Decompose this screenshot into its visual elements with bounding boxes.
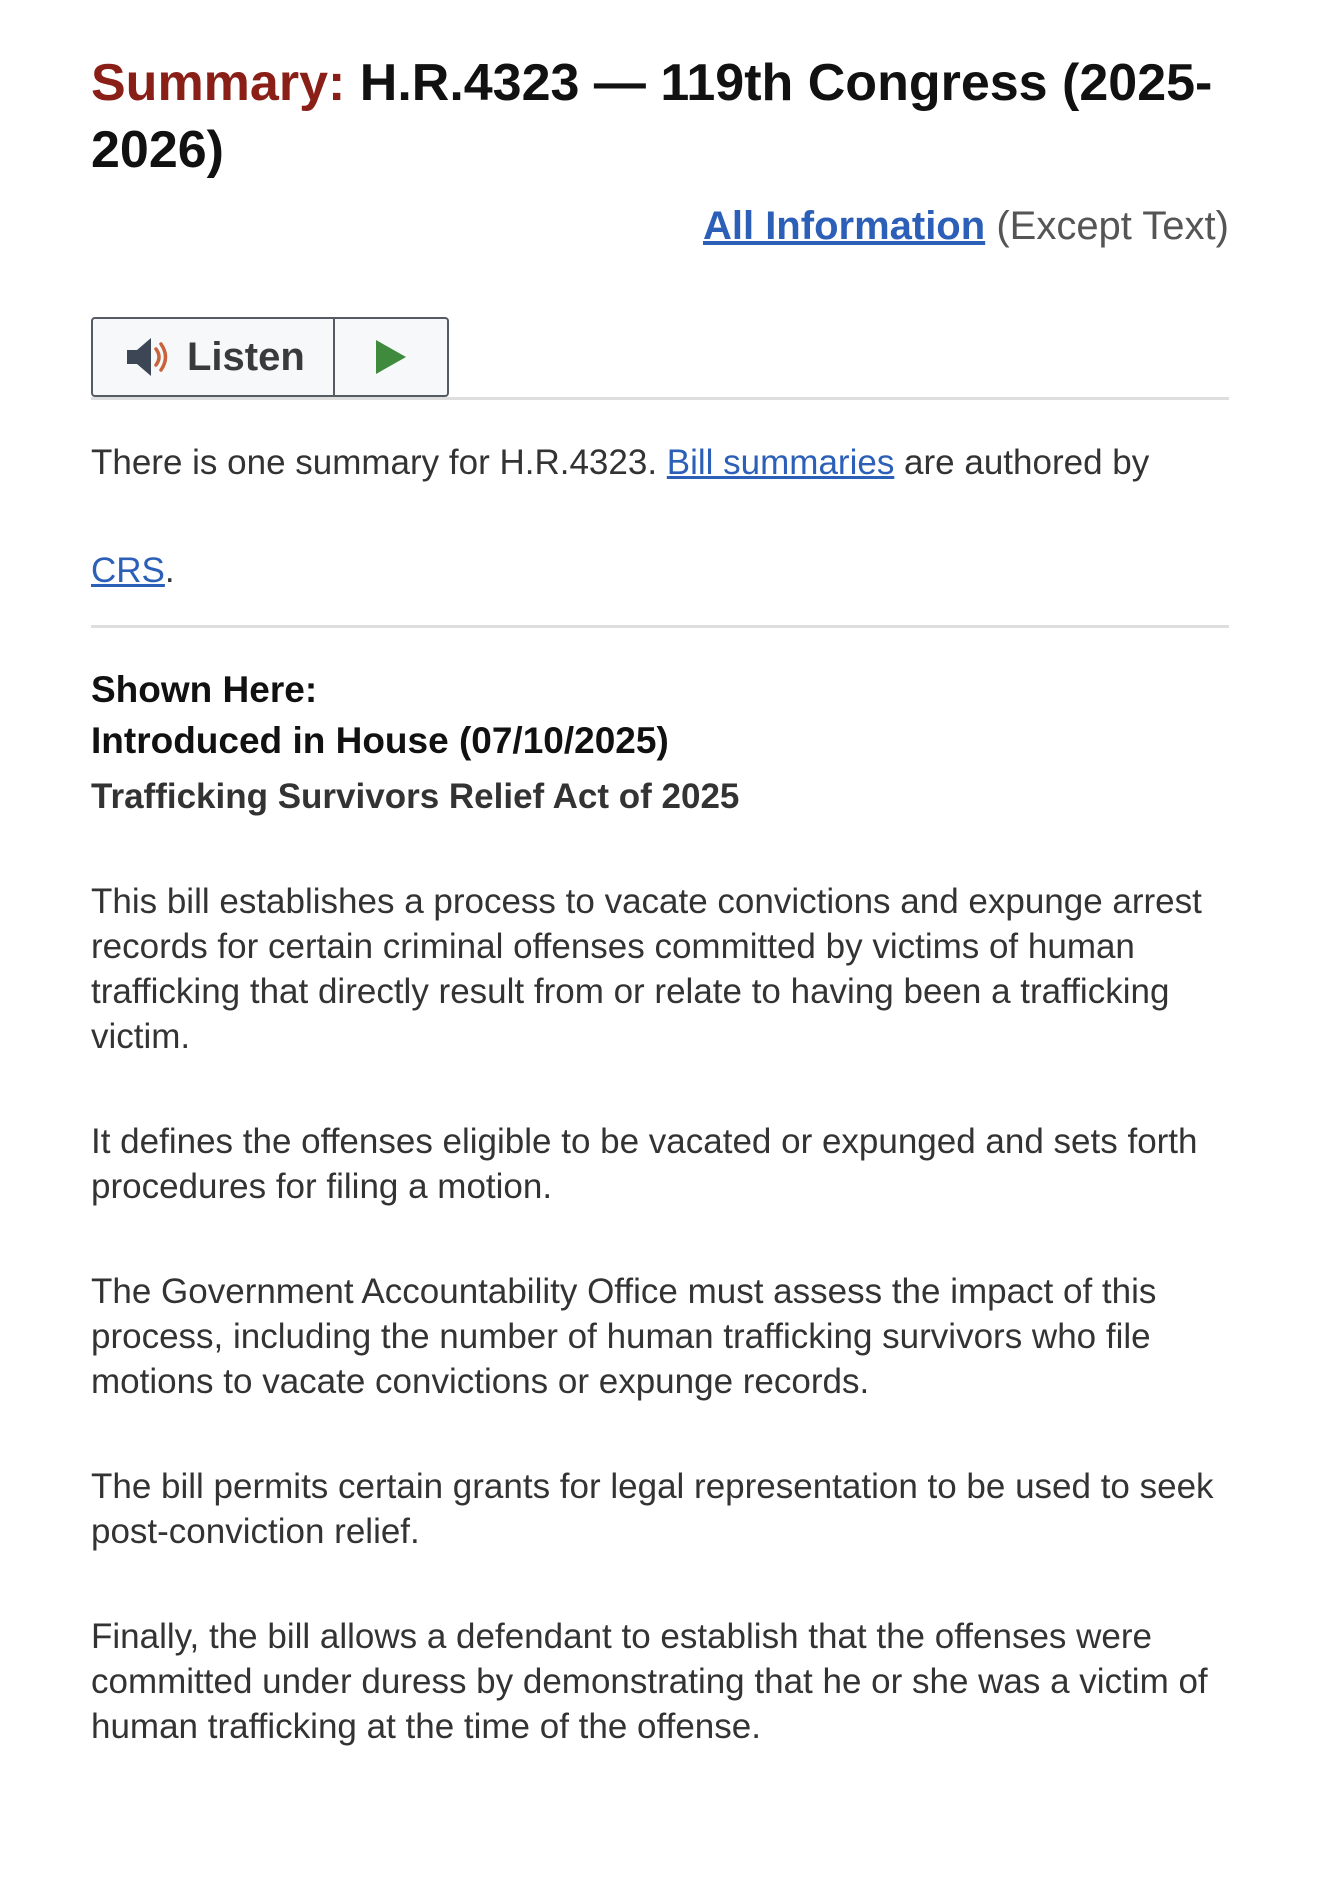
intro-text: There is one summary for H.R.4323. (91, 443, 667, 482)
all-information-link[interactable]: All Information (702, 204, 986, 248)
shown-here-label: Shown Here: (91, 669, 318, 710)
all-information-line (91, 201, 1229, 251)
speaker-icon (123, 335, 177, 379)
summary-paragraph: Finally, the bill allows a defendant to establish that the offenses were committed under duress by demonstrating that he or she was a victim of human trafficking at the time of the offense. (91, 1617, 1208, 1746)
listen-label: Listen (187, 334, 305, 379)
play-button[interactable] (335, 319, 447, 395)
bill-summaries-link[interactable]: Bill summaries (666, 443, 895, 482)
all-information-suffix: (Except Text) (996, 204, 1229, 248)
listen-button[interactable] (93, 319, 335, 395)
title-prefix: Summary: (91, 54, 346, 112)
intro-text-middle: are authored by (894, 443, 1150, 482)
divider (91, 625, 1229, 628)
page-title (91, 0, 1231, 184)
act-title: Trafficking Survivors Relief Act of 2025 (91, 777, 740, 816)
summary-paragraph: The Government Accountability Office must assess the impact of this process, including the number of human trafficking survivors who file motions to vacate convictions or expunge records. (91, 1272, 1157, 1401)
divider (91, 397, 1229, 400)
summary-paragraph: This bill establishes a process to vacate convictions and expunge arrest records for certain criminal offenses committed by victims of human trafficking that directly result from or relate to having been a trafficking victim. (91, 882, 1202, 1056)
title-main: H.R.4323 — 119th Congress (2025-2026) (91, 54, 1213, 179)
summary-version: Introduced in House (07/10/2025) (91, 720, 669, 761)
crs-link[interactable]: CRS (91, 551, 165, 590)
summary-paragraph: The bill permits certain grants for legal representation to be used to seek post-conviction relief. (91, 1467, 1214, 1551)
summary-count-text (91, 409, 1229, 625)
summary-paragraph: It defines the offenses eligible to be vacated or expunged and sets forth procedures for filing a motion. (91, 1122, 1198, 1206)
intro-text-end: . (164, 551, 175, 590)
summary-version-heading (91, 664, 1229, 766)
play-icon (374, 338, 408, 376)
listen-widget (91, 317, 449, 397)
